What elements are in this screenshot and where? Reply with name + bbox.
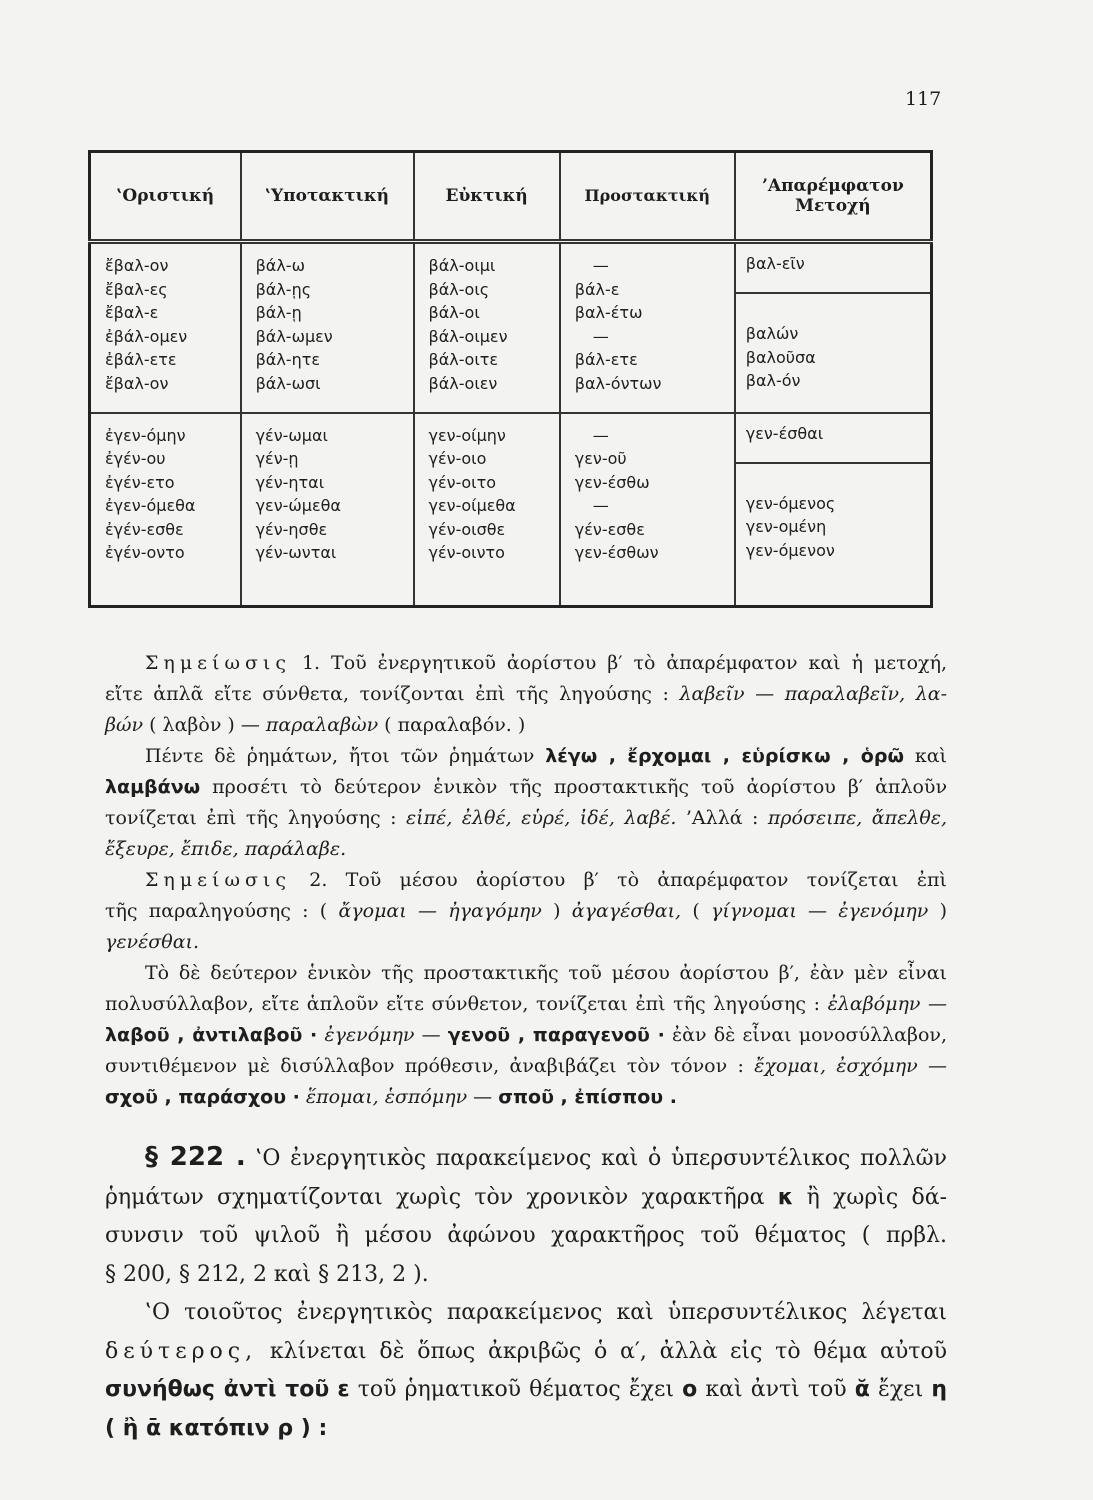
- cell-ypotaktiki: [241, 413, 414, 607]
- form: βάλ-ωμεν: [255, 326, 333, 346]
- italic-text: παραλαβὼν: [265, 714, 379, 736]
- form: γέν-ωνται: [255, 543, 337, 563]
- subcell-metochi: [736, 464, 930, 563]
- form: γέν-οισθε: [428, 519, 506, 539]
- italic-text: πρόσειπε, ἄπελθε,: [767, 807, 947, 829]
- form: —: [592, 496, 609, 516]
- form: βάλ-ωσι: [255, 373, 321, 393]
- form: βαλ-έτω: [574, 303, 643, 322]
- bold-text: λαβοῦ , ἀντιλαβοῦ ·: [105, 1024, 318, 1046]
- form: ἐβάλ-ετε: [105, 350, 177, 369]
- text-run: ): [541, 900, 572, 922]
- italic-text: γίγνομαι — ἐγενόμην: [711, 900, 929, 922]
- form: βάλ-οιεν: [428, 373, 498, 393]
- form: ἔβαλ-ον: [105, 373, 169, 393]
- form: γέν-ησθε: [255, 519, 328, 539]
- form: βάλ-ῃς: [255, 279, 312, 299]
- italic-text: ἐλαβόμην —: [827, 993, 947, 1015]
- form: βάλ-οιτε: [428, 350, 499, 369]
- form: βαλ-εῖν: [745, 254, 805, 273]
- form: γεν-οῦ: [574, 449, 627, 469]
- text-line: [105, 1179, 947, 1218]
- italic-text: ἐγενόμην —: [317, 1024, 448, 1046]
- text-line: [105, 1410, 947, 1449]
- bold-text: ο: [682, 1377, 698, 1402]
- bold-text: § 222 .: [145, 1142, 246, 1172]
- text-run: συντιθέμενον μὲ δισύλλαβον πρόθεσιν, ἀναβιβάζει τὸν τόνον :: [105, 1055, 755, 1077]
- bold-text: συνήθως ἀντὶ τοῦ: [105, 1377, 330, 1402]
- form: γέν-ηται: [255, 472, 325, 492]
- cell-euktiki: [414, 242, 560, 413]
- form: γεν-ομένη: [745, 517, 827, 537]
- text-line: [105, 1371, 947, 1410]
- text-run: καὶ: [903, 745, 948, 767]
- page-number: 117: [905, 88, 942, 110]
- conjugation-table: [88, 150, 933, 608]
- text-run: συνσιν τοῦ ψιλοῦ ἢ μέσου ἀφώνου χαρακτῆρος τοῦ θέματος ( πρβλ.: [105, 1223, 947, 1248]
- section-222: [105, 1138, 947, 1448]
- text-line: [105, 865, 947, 896]
- form: βάλ-ητε: [255, 350, 320, 369]
- text-run: ): [928, 900, 947, 922]
- italic-text: ἕπομαι, ἑσπόμην —: [299, 1086, 499, 1108]
- text-line: [105, 834, 947, 865]
- cell-oristiki: [90, 242, 241, 413]
- form: βάλ-οις: [428, 279, 490, 299]
- table-row: [90, 413, 932, 607]
- text-run: τοῦ ῥηματικοῦ θέματος ἔχει: [349, 1377, 683, 1402]
- header-prostaktiki: Προστακτική: [560, 152, 735, 242]
- bold-text: κ: [777, 1184, 794, 1210]
- text-run: ‛Ο ἐνεργητικὸς παρακείμενος καὶ ὁ ὑπερσυντέλικος πολλῶν: [245, 1146, 947, 1171]
- italic-text: ἔχομαι, ἐσχόμην —: [754, 1055, 947, 1077]
- text-run: (: [681, 900, 711, 922]
- text-line: [105, 958, 947, 989]
- form: ἐγεν-όμεθα: [105, 496, 196, 516]
- form: ἔβαλ-ον: [105, 256, 169, 275]
- italic-text: ἔξευρε, ἔπιδε, παράλαβε.: [105, 838, 347, 860]
- form: ἔβαλ-ε: [105, 303, 159, 322]
- text-line: [105, 927, 947, 958]
- header-aparemfaton-metochi: ’Απαρέμφατον Μετοχή: [735, 152, 932, 242]
- spaced-text: Σημείωσις: [145, 869, 292, 891]
- form: γεν-έσθω: [574, 472, 650, 492]
- bold-text: ( ἢ ᾱ κατόπιν ρ ) :: [105, 1415, 328, 1441]
- text-run: ἢ χωρὶς δά-: [793, 1184, 947, 1210]
- text-line: [105, 1256, 947, 1295]
- form: —: [592, 256, 609, 275]
- bold-text: ᾰ: [854, 1377, 870, 1402]
- form: ἐγέν-εσθε: [105, 519, 184, 539]
- subcell-metochi: [736, 294, 930, 393]
- table-header-row: [90, 152, 932, 242]
- text-run: ’Αλλά :: [676, 807, 768, 829]
- text-line: [105, 1333, 947, 1372]
- form: βάλ-ετε: [574, 350, 638, 369]
- form: γέν-οιντο: [428, 543, 505, 563]
- text-line: [105, 648, 947, 679]
- text-line: [105, 710, 947, 741]
- text-run: § 200, § 212, 2 καὶ § 213, 2 ).: [105, 1261, 429, 1287]
- cell-aparemfaton-metochi: [735, 413, 932, 607]
- bold-text: σποῦ , ἐπίσπου .: [498, 1086, 677, 1108]
- form: βάλ-οιμι: [428, 256, 496, 275]
- text-run: ῥημάτων σχηματίζονται χωρὶς τὸν χρονικὸν χαρακτῆρα: [105, 1184, 778, 1210]
- bold-text: λαμβάνω: [105, 776, 201, 798]
- form: βαλοῦσα: [745, 347, 816, 367]
- text-run: ἔχει: [869, 1377, 932, 1402]
- form: —: [592, 326, 609, 346]
- text-line: [105, 1217, 947, 1256]
- form: γέν-οιτο: [428, 472, 496, 492]
- form: γεν-όμενος: [745, 493, 836, 513]
- bold-text: ε: [337, 1377, 350, 1402]
- header-oristiki: ‛Οριστική: [90, 152, 241, 242]
- text-line: [105, 989, 947, 1020]
- text-run: τῆς παραληγούσης : (: [105, 900, 339, 922]
- text-line: [105, 772, 947, 803]
- cell-oristiki: [90, 413, 241, 607]
- form: βαλ-όν: [745, 371, 801, 390]
- form: βάλ-ω: [255, 256, 305, 275]
- form: γέν-οιο: [428, 449, 487, 469]
- form: ἔβαλ-ες: [105, 279, 168, 299]
- form: ἐγεν-όμην: [105, 425, 186, 445]
- text-run: ( παραλαβόν. ): [378, 714, 526, 736]
- italic-text: γενέσθαι.: [105, 931, 200, 953]
- text-line: [105, 1020, 947, 1051]
- italic-text: λαβεῖν — παραλαβεῖν, λα-: [679, 683, 947, 705]
- form: ἐγέν-οντο: [105, 543, 185, 563]
- text-run: προσέτι τὸ δεύτερον ἑνικὸν τῆς προστακτικῆς τοῦ ἀορίστου β′ ἁπλοῦν: [200, 776, 947, 798]
- form: βάλ-οιμεν: [428, 326, 508, 346]
- form: βαλ-όντων: [574, 373, 662, 393]
- text-line: [105, 896, 947, 927]
- bold-text: σχοῦ , παράσχου ·: [105, 1086, 300, 1108]
- text-run: καὶ ἀντὶ τοῦ: [697, 1377, 855, 1402]
- form: γεν-ώμεθα: [255, 496, 341, 516]
- italic-text: ἀγαγέσθαι,: [571, 900, 682, 922]
- text-run: τονίζεται ἐπὶ τῆς ληγούσης :: [105, 807, 406, 829]
- cell-prostaktiki: [560, 413, 735, 607]
- form: γεν-οίμεθα: [428, 496, 516, 516]
- text-line: [105, 741, 947, 772]
- header-euktiki: Εὐκτική: [414, 152, 560, 242]
- text-run: 1. Τοῦ ἐνεργητικοῦ ἀορίστου β′ τὸ ἀπαρέμφατον καὶ ἡ μετοχή,: [291, 652, 947, 674]
- text-run: κλίνεται δὲ ὅπως ἀκριβῶς ὁ α′, ἀλλὰ εἰς τὸ θέμα αὐτοῦ: [257, 1338, 947, 1364]
- form: γεν-έσθαι: [745, 423, 824, 443]
- italic-text: βών: [105, 714, 144, 736]
- subcell-aparemfaton: [736, 414, 930, 464]
- cell-euktiki: [414, 413, 560, 607]
- text-run: Πέντε δὲ ῥημάτων, ἤτοι τῶν ῥημάτων: [145, 745, 546, 767]
- form: βάλ-οι: [428, 303, 480, 322]
- form: γέν-ωμαι: [255, 425, 328, 445]
- text-line: [105, 679, 947, 710]
- form: γεν-οίμην: [428, 425, 506, 445]
- form: ἐγέν-ετο: [105, 472, 175, 492]
- italic-text: εἰπέ, ἐλθέ, εὑρέ, ἰδέ, λαβέ.: [405, 807, 677, 829]
- form: γεν-έσθων: [574, 543, 659, 563]
- text-run: ( λαβὸν ) —: [143, 714, 266, 736]
- bold-text: λέγω , ἔρχομαι , εὑρίσκω , ὁρῶ: [545, 745, 904, 767]
- text-run: πολυσύλλαβον, εἴτε ἁπλοῦν εἴτε σύνθετον, τονίζεται ἐπὶ τῆς ληγούσης :: [105, 993, 828, 1015]
- text-run: 2. Τοῦ μέσου ἀορίστου β′ τὸ ἀπαρέμφατον τονίζεται ἐπὶ: [291, 869, 947, 891]
- text-line: [105, 1082, 947, 1113]
- text-line: [105, 1138, 947, 1179]
- text-run: Τὸ δὲ δεύτερον ἑνικὸν τῆς προστακτικῆς τοῦ μέσου ἀορίστου β′, ἐὰν μὲν εἶναι: [145, 962, 947, 984]
- form: ἐγέν-ου: [105, 449, 166, 469]
- spaced-text: Σημείωσις: [145, 652, 292, 674]
- form: βάλ-ῃ: [255, 303, 302, 322]
- cell-aparemfaton-metochi: [735, 242, 932, 413]
- text-run: ἐὰν δὲ εἶναι μονοσύλλαβον,: [664, 1024, 947, 1046]
- spaced-text: δεύτερος,: [105, 1338, 258, 1364]
- text-run: εἴτε ἁπλᾶ εἴτε σύνθετα, τονίζονται ἐπὶ τῆς ληγούσης :: [105, 683, 680, 705]
- form: ἐβάλ-ομεν: [105, 326, 188, 346]
- text-line: [105, 1294, 947, 1333]
- form: —: [592, 425, 609, 445]
- text-line: [105, 803, 947, 834]
- bold-text: γενοῦ , παραγενοῦ ·: [447, 1024, 665, 1046]
- form: βάλ-ε: [574, 279, 620, 299]
- form: βαλών: [745, 324, 799, 343]
- text-run: ‛Ο τοιοῦτος ἐνεργητικὸς παρακείμενος καὶ ὑπερσυντέλικος λέγεται: [145, 1300, 947, 1325]
- cell-ypotaktiki: [241, 242, 414, 413]
- form: γέν-ῃ: [255, 449, 299, 469]
- table-row: [90, 242, 932, 413]
- italic-text: ἄγομαι — ἠγαγόμην: [338, 900, 542, 922]
- text-line: [105, 1051, 947, 1082]
- notes-block: [105, 648, 947, 1113]
- cell-prostaktiki: [560, 242, 735, 413]
- header-ypotaktiki: ‛Υποτακτική: [241, 152, 414, 242]
- form: γεν-όμενον: [745, 540, 835, 560]
- bold-text: η: [931, 1377, 947, 1402]
- subcell-aparemfaton: [736, 244, 930, 294]
- form: γέν-εσθε: [574, 519, 645, 539]
